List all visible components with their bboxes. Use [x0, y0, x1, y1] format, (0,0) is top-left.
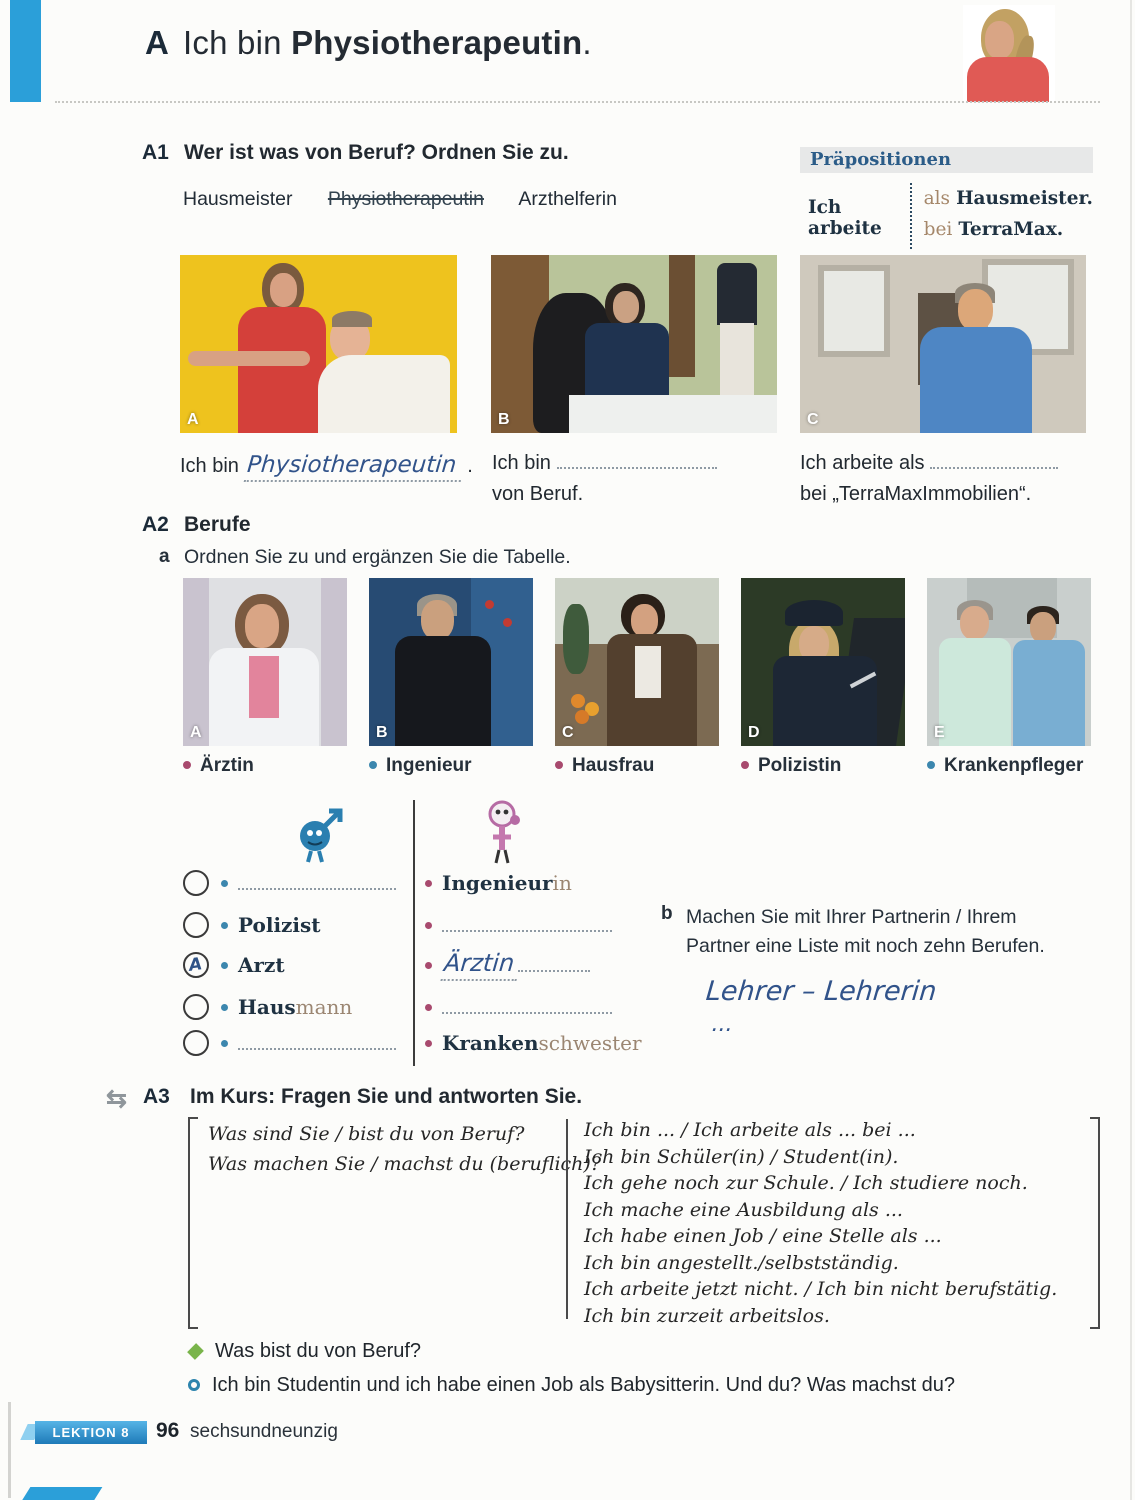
handwritten-mark: A	[188, 954, 204, 976]
table-row	[183, 868, 396, 898]
dialogue-text: Was bist du von Beruf?	[215, 1340, 422, 1362]
a2b-line1: Machen Sie mit Ihrer Partnerin / Ihrem	[686, 906, 1017, 928]
grammar-row-text: Hausmeister.	[956, 188, 1093, 209]
job-label-text: Ingenieur	[386, 755, 472, 776]
job-word-suffix: mann	[295, 995, 353, 1019]
a2-number: A2	[142, 513, 169, 536]
standing-person-top-shape	[717, 263, 757, 325]
grammar-box-title: Präpositionen	[800, 147, 1093, 173]
question-list	[208, 1119, 601, 1179]
woman-face-shape	[613, 291, 639, 323]
caption-c	[800, 452, 1058, 506]
photo-letter: B	[498, 411, 510, 428]
answer-line: Ich bin Schüler(in) / Student(in).	[584, 1145, 899, 1168]
word-bank	[183, 188, 647, 211]
job-word: Arzt	[238, 953, 285, 977]
page-edge-mark	[8, 1402, 11, 1498]
extended-arm-shape	[188, 351, 310, 366]
table-row	[425, 950, 590, 980]
job-label-text: Polizistin	[758, 755, 842, 776]
table-row	[183, 992, 352, 1022]
job-label-text: Ärztin	[200, 755, 254, 776]
man-face-shape	[421, 600, 454, 640]
answer-circle	[183, 994, 209, 1020]
table-row	[425, 910, 612, 940]
photo-letter: D	[748, 724, 760, 741]
nurse-face-shape	[1030, 612, 1056, 643]
pink-top-shape	[249, 656, 279, 718]
fill-in-blank	[518, 958, 590, 972]
man-hair-shape	[332, 311, 372, 327]
a1-number: A1	[142, 141, 169, 164]
a2a-instruction: Ordnen Sie zu und ergänzen Sie die Tabelle.	[184, 546, 571, 568]
black-tshirt-shape	[395, 636, 491, 746]
title-regular: Ich bin	[183, 24, 282, 61]
pink-bullet-icon	[555, 761, 563, 769]
shelf-shape	[321, 578, 347, 746]
left-bracket	[188, 1117, 198, 1329]
preposition-als: als	[923, 188, 951, 209]
job-label-aerztin	[183, 755, 254, 777]
dialogue-text: Ich bin Studentin und ich habe einen Job als Babysitterin. Und du? Was machst du?	[212, 1374, 956, 1396]
page-number-word: sechsundneunzig	[190, 1421, 338, 1442]
grammar-subject: Ich arbeite	[808, 197, 882, 239]
word-bank-item: Hausmeister	[183, 188, 293, 210]
table-row	[425, 1028, 642, 1058]
dialogue-line-answer	[188, 1374, 955, 1397]
caption-text: von Beruf.	[492, 483, 584, 505]
grammar-row	[924, 214, 1093, 245]
patient-face-shape	[960, 606, 989, 640]
a3-heading: Im Kurs: Fragen Sie und antworten Sie.	[190, 1085, 583, 1108]
shelf-shape	[183, 578, 209, 746]
photo-receptionist	[491, 255, 777, 433]
pink-bullet-icon	[183, 761, 191, 769]
blue-bullet-icon	[369, 761, 377, 769]
photo-doctor	[183, 578, 347, 746]
window-shape	[818, 265, 890, 357]
patient-gown-shape	[939, 638, 1011, 746]
pink-bullet-icon	[425, 880, 432, 887]
fill-in-blank	[238, 876, 396, 890]
answer-line: Ich gehe noch zur Schule. / Ich studiere noch.	[584, 1172, 1028, 1194]
caption-b	[492, 452, 717, 506]
desk-shape	[569, 395, 777, 433]
photo-nurse	[927, 578, 1091, 746]
dialogue-line-question	[190, 1340, 421, 1363]
job-label-text: Hausfrau	[572, 755, 655, 776]
a2b-instruction	[686, 903, 1045, 961]
photo-housewife	[555, 578, 719, 746]
blue-bullet-icon	[221, 922, 228, 929]
a2-heading: Berufe	[184, 513, 251, 536]
red-polo-shape	[967, 57, 1049, 102]
grammar-row	[924, 183, 1093, 214]
lektion-banner: LEKTION 8	[35, 1421, 147, 1444]
caption-a	[180, 452, 473, 482]
fill-in-blank	[557, 455, 717, 469]
woman-face-shape	[631, 604, 658, 637]
speech-box	[188, 1114, 1100, 1334]
word-bank-item: Arzthelferin	[518, 188, 617, 210]
man-face-shape	[958, 289, 993, 331]
blue-bullet-icon	[927, 761, 935, 769]
page-title	[145, 24, 592, 62]
woman-face-shape	[270, 273, 297, 307]
table-column-divider	[413, 800, 415, 1066]
a3-number: A3	[143, 1085, 170, 1108]
handwritten-answer: Physiotherapeutin	[243, 452, 463, 482]
photo-engineer	[369, 578, 533, 746]
photo-policewoman	[741, 578, 905, 746]
navy-polo-shape	[585, 323, 669, 403]
job-word-stem: Kranken	[442, 1031, 539, 1055]
grammar-rows	[924, 183, 1093, 249]
pink-bullet-icon	[425, 962, 432, 969]
page-edge-blue-bar	[10, 0, 41, 102]
grammar-box-body	[800, 173, 1093, 249]
a2b-label: b	[661, 903, 673, 924]
section-letter: A	[145, 24, 170, 61]
photo-letter: E	[934, 724, 945, 741]
answer-circle	[183, 1030, 209, 1056]
right-bracket	[1090, 1117, 1100, 1329]
a2b-line2: Partner eine Liste mit noch zehn Berufen.	[686, 935, 1045, 957]
answer-line: Ich habe einen Job / eine Stelle als ...	[584, 1225, 942, 1247]
caption-text: Ich arbeite als	[800, 452, 925, 474]
photo-letter: B	[376, 724, 388, 741]
page-number: 96	[156, 1419, 180, 1442]
header-divider-line	[55, 101, 1100, 103]
handwritten-answer: Ärztin	[441, 949, 520, 981]
fruit-shape	[575, 710, 589, 724]
photo-letter: C	[562, 724, 574, 741]
job-label-hausfrau	[555, 755, 654, 777]
table-row	[425, 992, 612, 1022]
handwritten-ellipsis: ...	[710, 1012, 735, 1037]
red-shirt-shape	[238, 307, 326, 433]
answer-line: Ich bin ... / Ich arbeite als ... bei ...	[584, 1119, 916, 1141]
photo-letter: C	[807, 411, 819, 428]
table-row	[183, 1028, 396, 1058]
physiotherapist-portrait-photo	[963, 5, 1055, 102]
question-line: Was machen Sie / machst du (beruflich)?	[208, 1153, 602, 1175]
answer-line: Ich bin angestellt./selbstständig.	[584, 1251, 899, 1274]
woman-face-shape	[245, 604, 279, 648]
answer-list	[584, 1117, 1057, 1329]
circle-bullet-icon	[188, 1379, 200, 1391]
page-edge-line	[1130, 0, 1132, 1500]
blue-bullet-icon	[221, 880, 228, 887]
caption-text: Ich bin	[492, 452, 551, 474]
a2a-label: a	[159, 546, 170, 567]
job-word-stem: Haus	[238, 995, 296, 1019]
blue-jacket-shape	[920, 327, 1032, 433]
answer-line: Ich mache eine Ausbildung als ...	[584, 1198, 903, 1221]
job-label-ingenieur	[369, 755, 472, 777]
grammar-row-text: TerraMax.	[958, 219, 1064, 240]
answer-line: Ich bin zurzeit arbeitslos.	[584, 1304, 830, 1327]
job-word-suffix: schwester	[538, 1031, 642, 1055]
jobs-table	[183, 798, 641, 1070]
title-period: .	[582, 24, 592, 61]
caption-text: Ich bin	[180, 455, 239, 477]
answer-line: Ich arbeite jetzt nicht. / Ich bin nicht berufstätig.	[584, 1278, 1058, 1300]
machine-light-shape	[503, 618, 512, 627]
blue-bullet-icon	[221, 962, 228, 969]
pink-bullet-icon	[425, 922, 432, 929]
title-bold: Physiotherapeutin	[291, 24, 583, 61]
job-word-stem: Ingenieur	[442, 871, 553, 895]
speech-box-divider	[566, 1119, 568, 1319]
pink-bullet-icon	[741, 761, 749, 769]
face-shape	[985, 21, 1014, 59]
white-top-shape	[635, 646, 661, 698]
fill-in-blank	[442, 1000, 612, 1014]
job-word: Polizist	[238, 913, 321, 937]
answer-circle-marked	[183, 952, 209, 978]
photo-caretaker	[800, 255, 1086, 433]
diamond-bullet-icon	[187, 1343, 204, 1360]
job-label-krankenpfleger	[927, 755, 1083, 777]
pink-bullet-icon	[425, 1004, 432, 1011]
male-figure-icon	[291, 804, 347, 864]
fill-in-blank	[442, 918, 612, 932]
answer-circle	[183, 870, 209, 896]
table-row	[183, 950, 285, 980]
photo-letter: A	[190, 724, 202, 741]
blue-bullet-icon	[221, 1040, 228, 1047]
word-bank-item-struck: Physiotherapeutin	[327, 188, 484, 210]
pink-bullet-icon	[425, 1040, 432, 1047]
fruit-shape	[571, 694, 585, 708]
female-figure-icon	[481, 800, 525, 866]
a1-heading: Wer ist was von Beruf? Ordnen Sie zu.	[184, 141, 569, 164]
blue-bullet-icon	[221, 1004, 228, 1011]
police-cap-shape	[785, 600, 843, 626]
fill-in-blank	[930, 455, 1058, 469]
fill-in-blank	[238, 1036, 396, 1050]
caption-text: bei „TerraMaxImmobilien“.	[800, 483, 1032, 505]
scrubs-shape	[1013, 640, 1085, 746]
photo-letter: A	[187, 411, 199, 428]
uniform-shape	[773, 656, 877, 746]
plant-shape	[563, 604, 589, 674]
question-line: Was sind Sie / bist du von Beruf?	[208, 1123, 525, 1145]
handwritten-example: Lehrer – Lehrerin	[704, 976, 938, 1007]
machine-light-shape	[485, 600, 494, 609]
white-shirt-shape	[318, 355, 450, 433]
shelf-shape	[669, 255, 695, 377]
pair-work-icon: ⇆	[106, 1085, 127, 1113]
photo-physiotherapist	[180, 255, 457, 433]
job-label-text: Krankenpfleger	[944, 755, 1084, 776]
grammar-divider	[910, 183, 912, 249]
table-row	[425, 868, 572, 898]
page-corner-blue-mark	[22, 1487, 103, 1500]
answer-circle	[183, 912, 209, 938]
job-label-polizistin	[741, 755, 841, 777]
job-word-suffix: in	[552, 871, 572, 895]
caption-period: .	[467, 455, 473, 477]
table-row	[183, 910, 321, 940]
grammar-box-praepositionen	[800, 147, 1093, 249]
preposition-bei: bei	[923, 219, 953, 240]
